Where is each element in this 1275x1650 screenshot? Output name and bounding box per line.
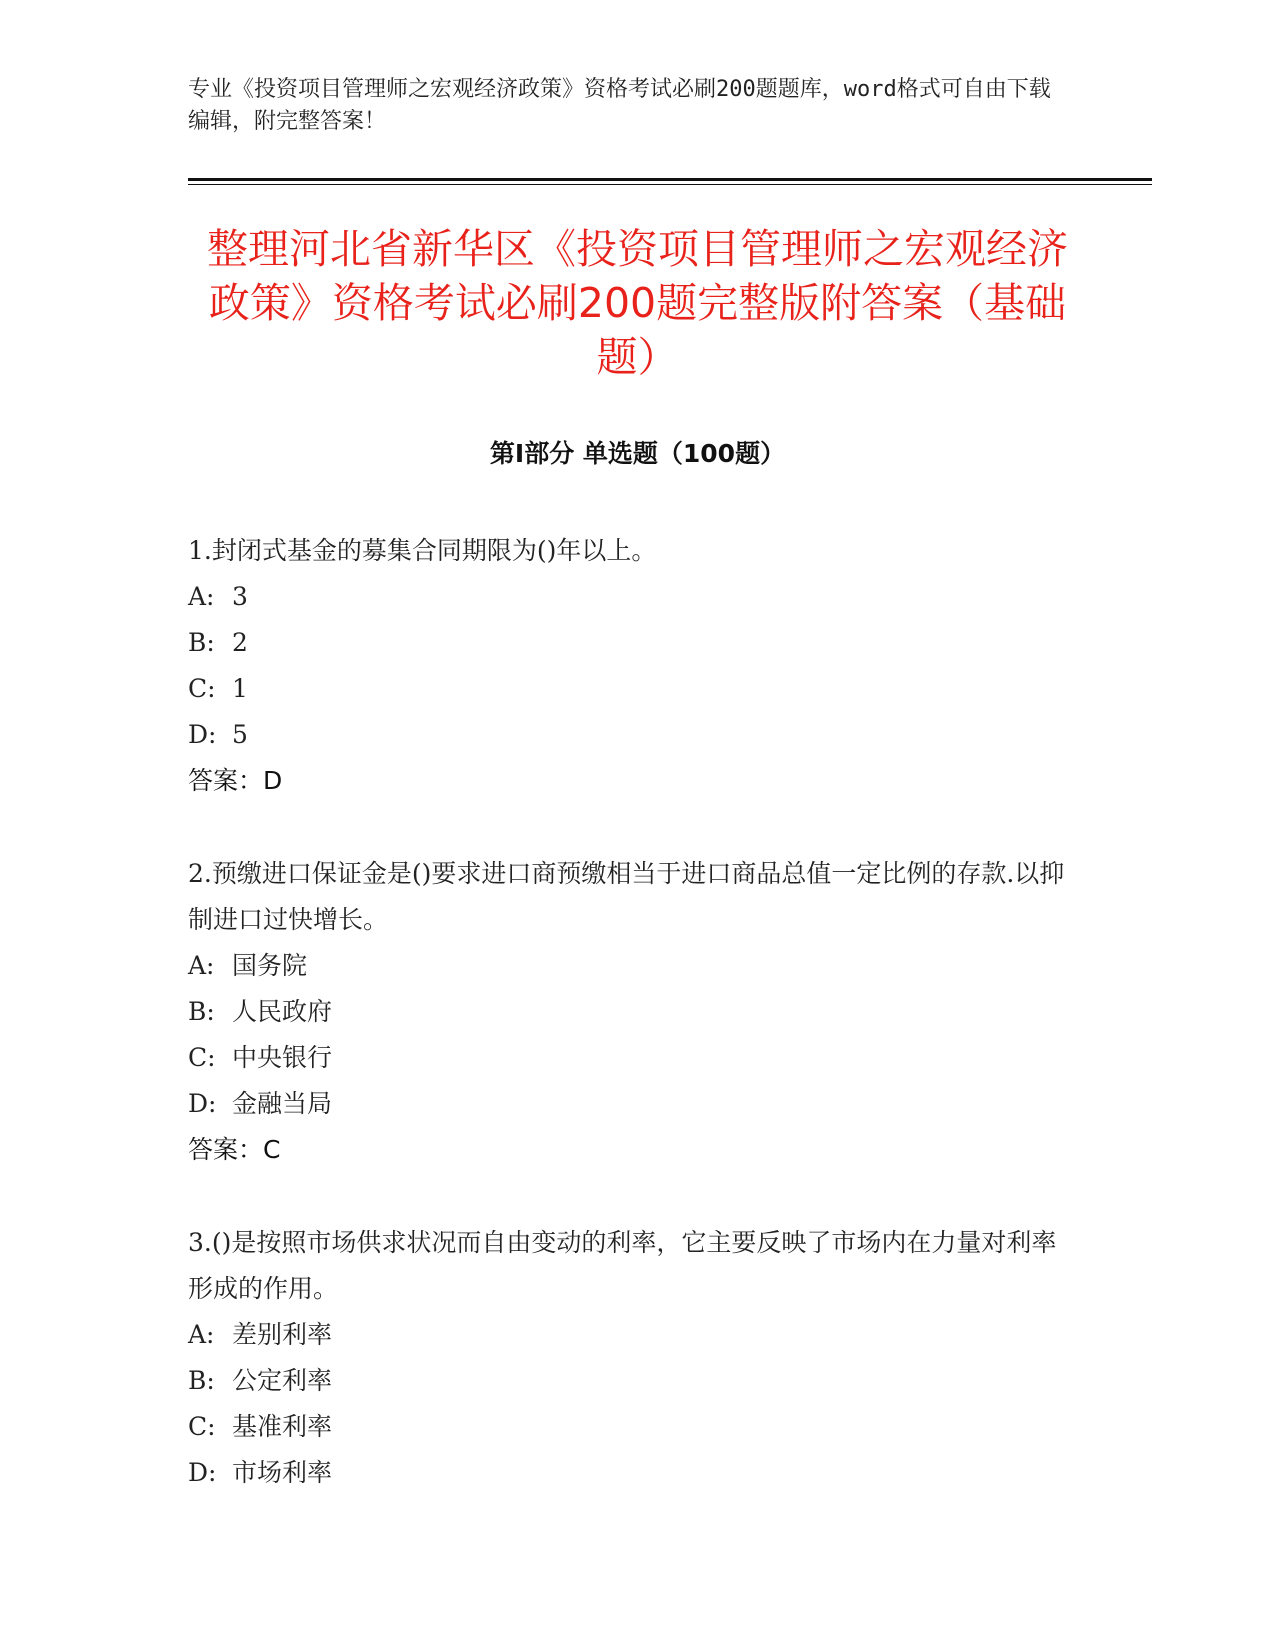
option-b (188, 1358, 1068, 1404)
question-3 (188, 1220, 1068, 1496)
option-letter: C: (188, 1043, 216, 1072)
option-letter: A: (188, 951, 215, 980)
option-a (188, 1312, 1068, 1358)
option-letter: A: (188, 582, 215, 611)
header-divider (188, 178, 1152, 181)
header-note: 专业《投资项目管理师之宏观经济政策》资格考试必刷200题题库，word格式可自由下载编辑，附完整答案！ (188, 77, 1051, 134)
option-letter: C: (188, 1412, 216, 1441)
option-d (188, 1081, 1068, 1127)
option-letter: D: (188, 720, 217, 749)
header-divider-thin (188, 184, 1152, 185)
section-heading: 第Ⅰ部分 单选题（100题） (489, 439, 786, 468)
question-2 (188, 851, 1068, 1173)
option-text: 1 (232, 674, 248, 703)
option-text: 3 (232, 582, 248, 611)
option-b (188, 620, 1068, 666)
option-text: 5 (232, 720, 248, 749)
question-text: 3.()是按照市场供求状况而自由变动的利率，它主要反映了市场内在力量对利率形成的作用。 (188, 1228, 1057, 1303)
option-letter: B: (188, 997, 215, 1026)
option-a (188, 943, 1068, 989)
option-a (188, 574, 1068, 620)
option-text: 人民政府 (232, 997, 333, 1026)
answer-line: 答案：D (188, 766, 283, 795)
option-letter: A: (188, 1320, 215, 1349)
option-c (188, 1035, 1068, 1081)
option-text: 2 (232, 628, 248, 657)
question-text: 2.预缴进口保证金是()要求进口商预缴相当于进口商品总值一定比例的存款.以抑制进口过快增长。 (188, 859, 1065, 934)
option-text: 公定利率 (232, 1366, 333, 1395)
option-text: 市场利率 (232, 1458, 333, 1487)
option-c (188, 666, 1068, 712)
question-1 (188, 528, 1068, 804)
document-title: 整理河北省新华区《投资项目管理师之宏观经济政策》资格考试必刷200题完整版附答案（基础题） (207, 225, 1068, 381)
option-letter: B: (188, 1366, 215, 1395)
option-text: 差别利率 (232, 1320, 333, 1349)
question-text: 1.封闭式基金的募集合同期限为()年以上。 (188, 536, 657, 565)
option-letter: B: (188, 628, 215, 657)
question-list (188, 528, 1068, 1543)
option-d (188, 712, 1068, 758)
option-c (188, 1404, 1068, 1450)
answer-line: 答案：C (188, 1135, 281, 1164)
option-letter: D: (188, 1089, 217, 1118)
option-b (188, 989, 1068, 1035)
option-text: 金融当局 (232, 1089, 333, 1118)
option-d (188, 1450, 1068, 1496)
option-text: 基准利率 (232, 1412, 333, 1441)
option-text: 中央银行 (232, 1043, 333, 1072)
option-letter: D: (188, 1458, 217, 1487)
option-text: 国务院 (232, 951, 308, 980)
option-letter: C: (188, 674, 216, 703)
